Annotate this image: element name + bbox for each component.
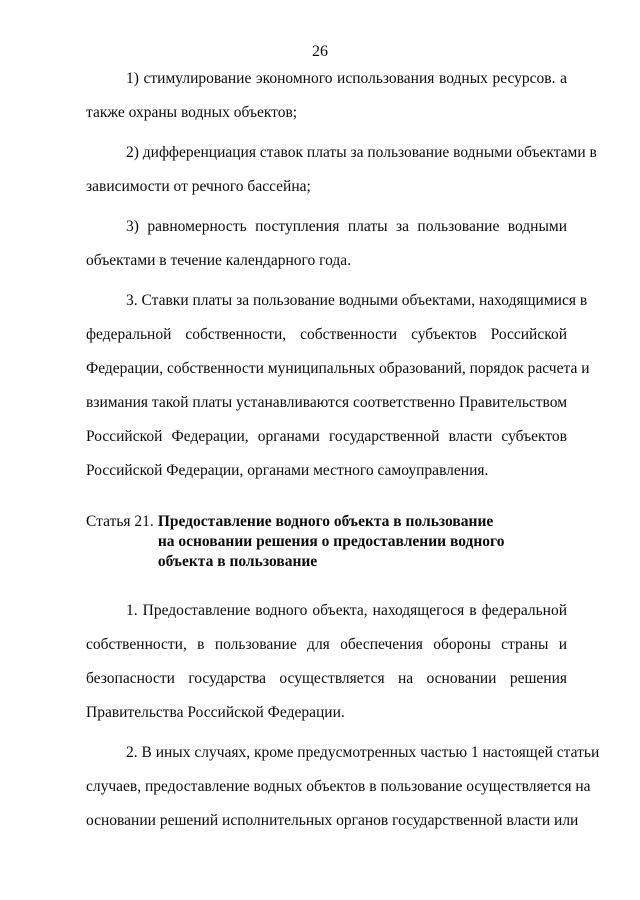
article-number: Статья 21. xyxy=(86,513,154,530)
article-heading xyxy=(46,512,567,572)
list-item-1 xyxy=(46,62,567,130)
paragraph-article-part-2 xyxy=(46,736,600,838)
text-line: 3. Ставки платы за пользование водными объектами, находящимися в xyxy=(126,292,588,309)
text-line: 1) стимулирование экономного использования водных ресурсов. а xyxy=(126,70,567,87)
text-line: Правительства Российской Федерации. xyxy=(86,704,345,721)
page-number: 26 xyxy=(312,43,328,60)
paragraph-article-part-1 xyxy=(46,594,567,730)
text-line: основании решений исполнительных органов государственной власти или xyxy=(86,812,579,829)
list-item-2 xyxy=(46,136,597,204)
text-line: зависимости от речного бассейна; xyxy=(86,178,311,195)
text-line: 2. В иных случаях, кроме предусмотренных частью 1 настоящей статьи xyxy=(126,744,600,761)
list-item-3 xyxy=(46,210,567,278)
paragraph-rates xyxy=(46,284,590,488)
text-line: 1. Предоставление водного объекта, находящегося в федеральной xyxy=(126,602,567,619)
text-line: федеральной собственности, собственности субъектов Российской xyxy=(86,326,567,343)
article-title xyxy=(158,512,538,572)
document-body xyxy=(46,62,600,838)
text-line: собственности, в пользование для обеспечения обороны страны и xyxy=(86,636,567,653)
article-title-line: на основании решения о предоставлении водного xyxy=(157,533,505,550)
text-line: Федерации, собственности муниципальных образований, порядок расчета и xyxy=(86,360,590,377)
text-line: Российской Федерации, органами государственной власти субъектов xyxy=(86,428,567,445)
text-line: взимания такой платы устанавливаются соответственно Правительством xyxy=(86,394,568,411)
text-line: 3) равномерность поступления платы за пользование водными xyxy=(126,218,567,235)
text-line: случаев, предоставление водных объектов в пользование осуществляется на xyxy=(86,778,591,795)
text-line: также охраны водных объектов; xyxy=(86,104,298,121)
text-line: Российской Федерации, органами местного самоуправления. xyxy=(86,462,489,479)
article-title-line: объекта в пользование xyxy=(157,553,318,570)
text-line: объектами в течение календарного года. xyxy=(86,252,352,269)
text-line: безопасности государства осуществляется на основании решения xyxy=(86,670,567,687)
article-title-line: Предоставление водного объекта в пользование xyxy=(157,513,494,530)
text-line: 2) дифференциация ставок платы за пользование водными объектами в xyxy=(126,144,597,161)
